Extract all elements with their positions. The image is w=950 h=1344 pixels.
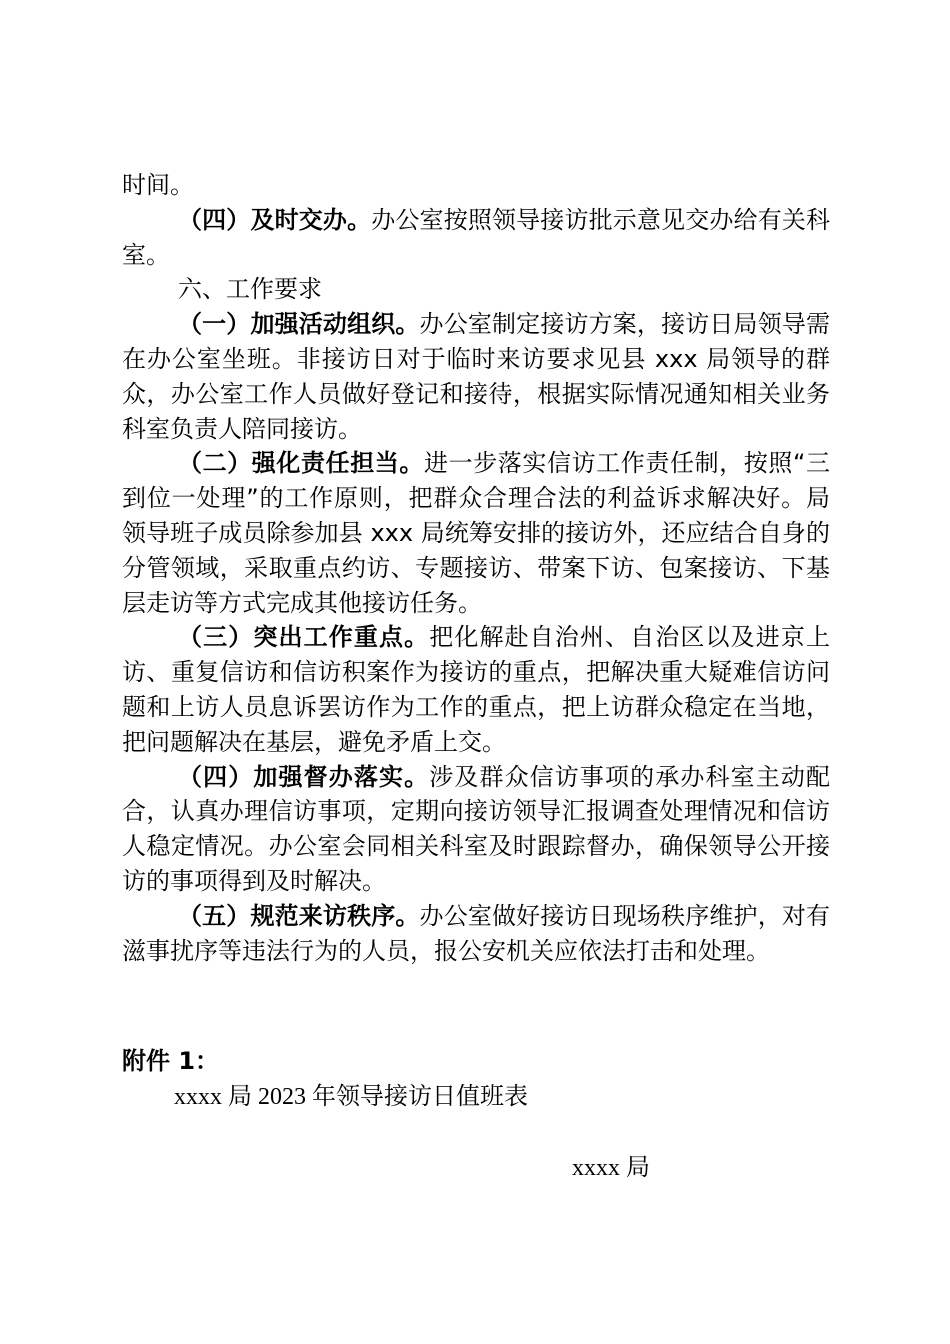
attachment-label: 附件 1： (122, 1047, 220, 1075)
paragraph-req3 (122, 620, 830, 759)
section6-heading: 六、工作要求 (178, 275, 322, 304)
req2-heading: （二）强化责任担当。 (178, 449, 424, 478)
req3-body: 把化解赴自治州、自治区以及进京上访、重复信访和信访积案作为接访的重点，把解决重大疑难信访问题和上访人员息诉罢访作为工作的重点，把上访群众稳定在当地，把问题解决在基层，避免矛盾上交。 (122, 623, 831, 756)
attachment-title: xxxx 局 2023 年领导接访日值班表 (174, 1084, 528, 1110)
paragraph-req5 (122, 899, 830, 969)
document-body (122, 168, 830, 968)
attachment-org: xxxx 局 (572, 1155, 650, 1181)
req3-heading: （三）突出工作重点。 (178, 623, 430, 652)
req1-body: 办公室制定接访方案，接访日局领导需在办公室坐班。非接访日对于临时来访要求见县 xxx 局领导的群众，办公室工作人员做好登记和接待，根据实际情况通知相关业务科室负责人陪同接访。 (122, 310, 831, 443)
paragraph-item4-assign (122, 203, 830, 273)
item4-body: 办公室按照领导接访批示意见交办给有关科室。 (122, 205, 831, 269)
req4-body: 涉及群众信访事项的承办科室主动配合，认真办理信访事项，定期向接访领导汇报调查处理情况和信访人稳定情况。办公室会同相关科室及时跟踪督办，确保领导公开接访的事项得到及时解决。 (122, 762, 831, 895)
item4-heading: （四）及时交办。 (178, 205, 372, 234)
section-heading-work-requirements (122, 272, 830, 307)
paragraph-req4 (122, 760, 830, 899)
req1-heading: （一）加强活动组织。 (178, 310, 420, 339)
paragraph-req2 (122, 446, 830, 620)
continuation-text: 时间。 (122, 171, 194, 199)
req5-body: 办公室做好接访日现场秩序维护，对有滋事扰序等违法行为的人员，报公安机关应依法打击和处理。 (122, 901, 831, 965)
req2-body: 进一步落实信访工作责任制，按照“三到位一处理”的工作原则，把群众合理合法的利益诉求解决好。局领导班子成员除参加县 xxx 局统筹安排的接访外，还应结合自身的分管领域，采取重点约访、专题接访、带案下访、包案接访、下基层走访等方式完成其他接访任务。 (122, 449, 831, 617)
req4-heading: （四）加强督办落实。 (178, 762, 430, 791)
paragraph-continuation (122, 168, 830, 203)
paragraph-req1 (122, 307, 830, 446)
req5-heading: （五）规范来访秩序。 (178, 901, 420, 930)
